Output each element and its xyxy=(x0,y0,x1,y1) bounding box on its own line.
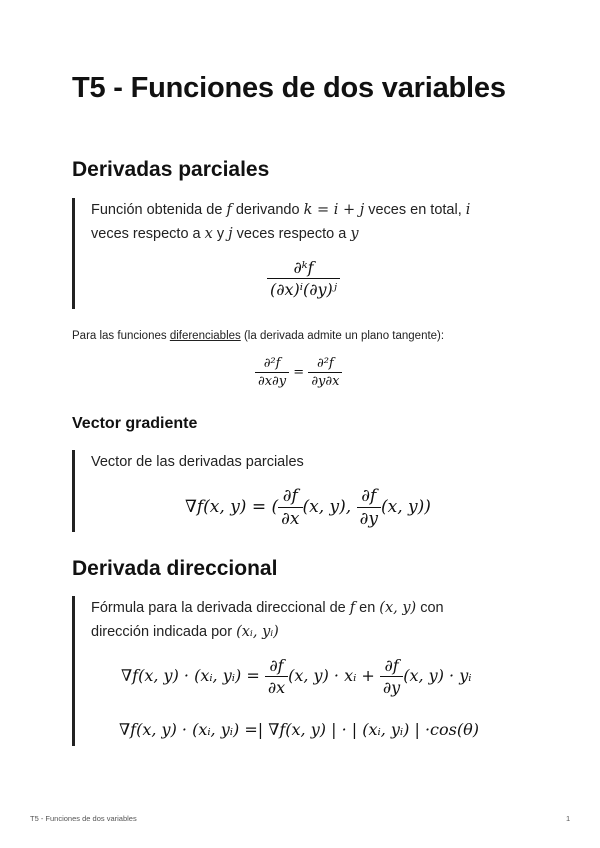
section-heading-vector-gradiente: Vector gradiente xyxy=(72,415,198,432)
definition-line-1: Función obtenida de f derivando k = i + j veces en total, i xyxy=(91,202,471,218)
section-heading-derivadas-parciales: Derivadas parciales xyxy=(72,158,270,181)
differentiable-note: Para las funciones diferenciables (la derivada admite un plano tangente): xyxy=(72,330,445,342)
schwarz-equality-formula: $\frac{\text{∂²f}}{\partial x\partial y}$ = $\frac{\text{∂²f}}{\partial y\partial x}$ xyxy=(255,356,342,389)
directional-line-2: dirección indicada por (xᵢ, yᵢ) xyxy=(91,624,279,640)
section-heading-derivada-direccional: Derivada direccional xyxy=(72,557,278,580)
document-title: T5 - Funciones de dos variables xyxy=(72,72,506,104)
directional-formula-cosine: ∇f(x, y) · (xᵢ, yᵢ) =| ∇f(x, y) | · | (xᵢ, yᵢ) | ·cos(θ) xyxy=(119,720,479,739)
footer-page-number: 1 xyxy=(566,814,571,823)
diferenciables-link[interactable]: diferenciables xyxy=(169,330,241,342)
gradient-description: Vector de las derivadas parciales xyxy=(91,454,304,470)
partial-derivative-formula: $\frac{\text{∂ᵏf}}{\text{(∂x)ⁱ(∂y)ʲ}}$ xyxy=(267,258,340,299)
footer-document-title: T5 - Funciones de dos variables xyxy=(30,814,137,823)
definition-line-2: veces respecto a x y j veces respecto a y xyxy=(91,226,359,242)
gradient-formula: ∇f(x, y) = ( $\frac{\partial f}{\partial x}$ (x, y), $\frac{\partial f}{\partial y}$ (x, y)) xyxy=(185,486,431,529)
definition-blockquote xyxy=(72,198,528,309)
directional-blockquote xyxy=(72,596,528,746)
directional-line-1: Fórmula para la derivada direccional de f en (x, y) con xyxy=(91,600,444,616)
directional-formula-components: ∇f(x, y) · (xᵢ, yᵢ) = $\frac{\partial f}{\partial x}$ (x, y) · xᵢ + $\frac{\partial f}{\partial y}$ (x, y) · yᵢ xyxy=(121,656,472,697)
gradient-blockquote xyxy=(72,450,528,532)
